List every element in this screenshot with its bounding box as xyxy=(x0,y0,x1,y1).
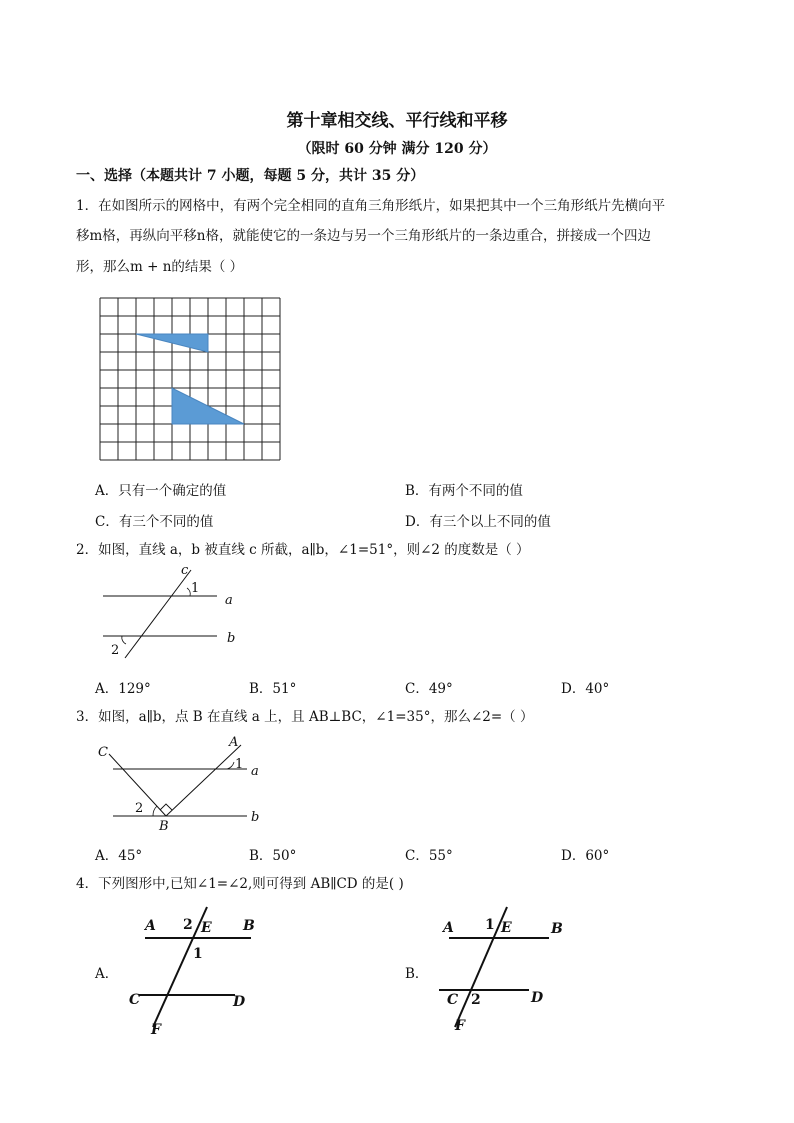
option-a[interactable]: A． xyxy=(95,966,119,982)
label-2: 2 xyxy=(471,992,481,1008)
label-1: 1 xyxy=(485,917,495,933)
label-E: E xyxy=(201,920,212,936)
perpendicular-figure xyxy=(95,732,275,837)
label-2: 2 xyxy=(135,801,144,816)
label-B: B xyxy=(159,819,169,834)
option-a[interactable]: A．45° xyxy=(95,848,143,864)
label-B: B xyxy=(551,921,563,937)
option-b[interactable]: B．有两个不同的值 xyxy=(405,483,523,499)
label-C: C xyxy=(98,745,108,760)
label-C: C xyxy=(447,992,459,1008)
label-A: A xyxy=(145,918,156,934)
label-A: A xyxy=(229,735,239,750)
option-a[interactable]: A．只有一个确定的值 xyxy=(95,483,227,499)
figure-option-b xyxy=(435,905,595,1040)
option-b[interactable]: B． xyxy=(405,966,429,982)
label-D: D xyxy=(233,994,246,1010)
label-A: A xyxy=(443,920,454,936)
option-c[interactable]: C．49° xyxy=(405,681,453,697)
option-c[interactable]: C．有三个不同的值 xyxy=(95,514,214,530)
label-b: b xyxy=(227,631,236,646)
parallel-lines-figure xyxy=(95,562,255,662)
label-2: 2 xyxy=(183,917,193,933)
question-text: 4．下列图形中,已知∠1=∠2,则可得到 AB∥CD 的是( ) xyxy=(76,876,404,892)
label-c: c xyxy=(181,563,189,578)
label-a: a xyxy=(251,764,259,779)
label-F: F xyxy=(151,1022,161,1038)
option-b[interactable]: B．51° xyxy=(249,681,297,697)
label-1: 1 xyxy=(191,581,200,596)
figure-option-a xyxy=(125,905,285,1040)
label-E: E xyxy=(501,920,512,936)
label-F: F xyxy=(455,1018,465,1034)
question-text: 3．如图，a∥b，点 B 在直线 a 上，且 AB⊥BC，∠1=35°，那么∠2=（ ） xyxy=(76,709,534,725)
label-D: D xyxy=(531,990,544,1006)
question-text: 2．如图，直线 a，b 被直线 c 所截，a∥b，∠1=51°，则∠2 的度数是（ ） xyxy=(76,542,530,558)
section-heading: 一、选择（本题共计 7 小题，每题 5 分，共计 35 分） xyxy=(76,168,425,184)
option-a[interactable]: A．129° xyxy=(95,681,151,697)
option-d[interactable]: D．有三个以上不同的值 xyxy=(405,514,551,530)
option-b[interactable]: B．50° xyxy=(249,848,297,864)
grid-figure xyxy=(100,298,280,462)
page-title: 第十章相交线、平行线和平移 xyxy=(286,111,508,131)
label-1: 1 xyxy=(235,757,244,772)
label-b: b xyxy=(251,810,260,825)
option-d[interactable]: D．60° xyxy=(561,848,610,864)
label-1: 1 xyxy=(193,946,203,962)
page-subtitle: （限时 60 分钟 满分 120 分） xyxy=(297,141,497,157)
label-2: 2 xyxy=(111,643,120,658)
label-a: a xyxy=(225,593,233,608)
label-C: C xyxy=(129,992,141,1008)
question-text: 1．在如图所示的网格中，有两个完全相同的直角三角形纸片，如果把其中一个三角形纸片先横向平 xyxy=(76,198,666,214)
question-text: 形，那么m + n的结果（ ） xyxy=(76,259,244,275)
question-text: 移m格，再纵向平移n格，就能使它的一条边与另一个三角形纸片的一条边重合，拼接成一个四边 xyxy=(76,228,651,244)
option-d[interactable]: D．40° xyxy=(561,681,610,697)
option-c[interactable]: C．55° xyxy=(405,848,453,864)
label-B: B xyxy=(243,918,255,934)
